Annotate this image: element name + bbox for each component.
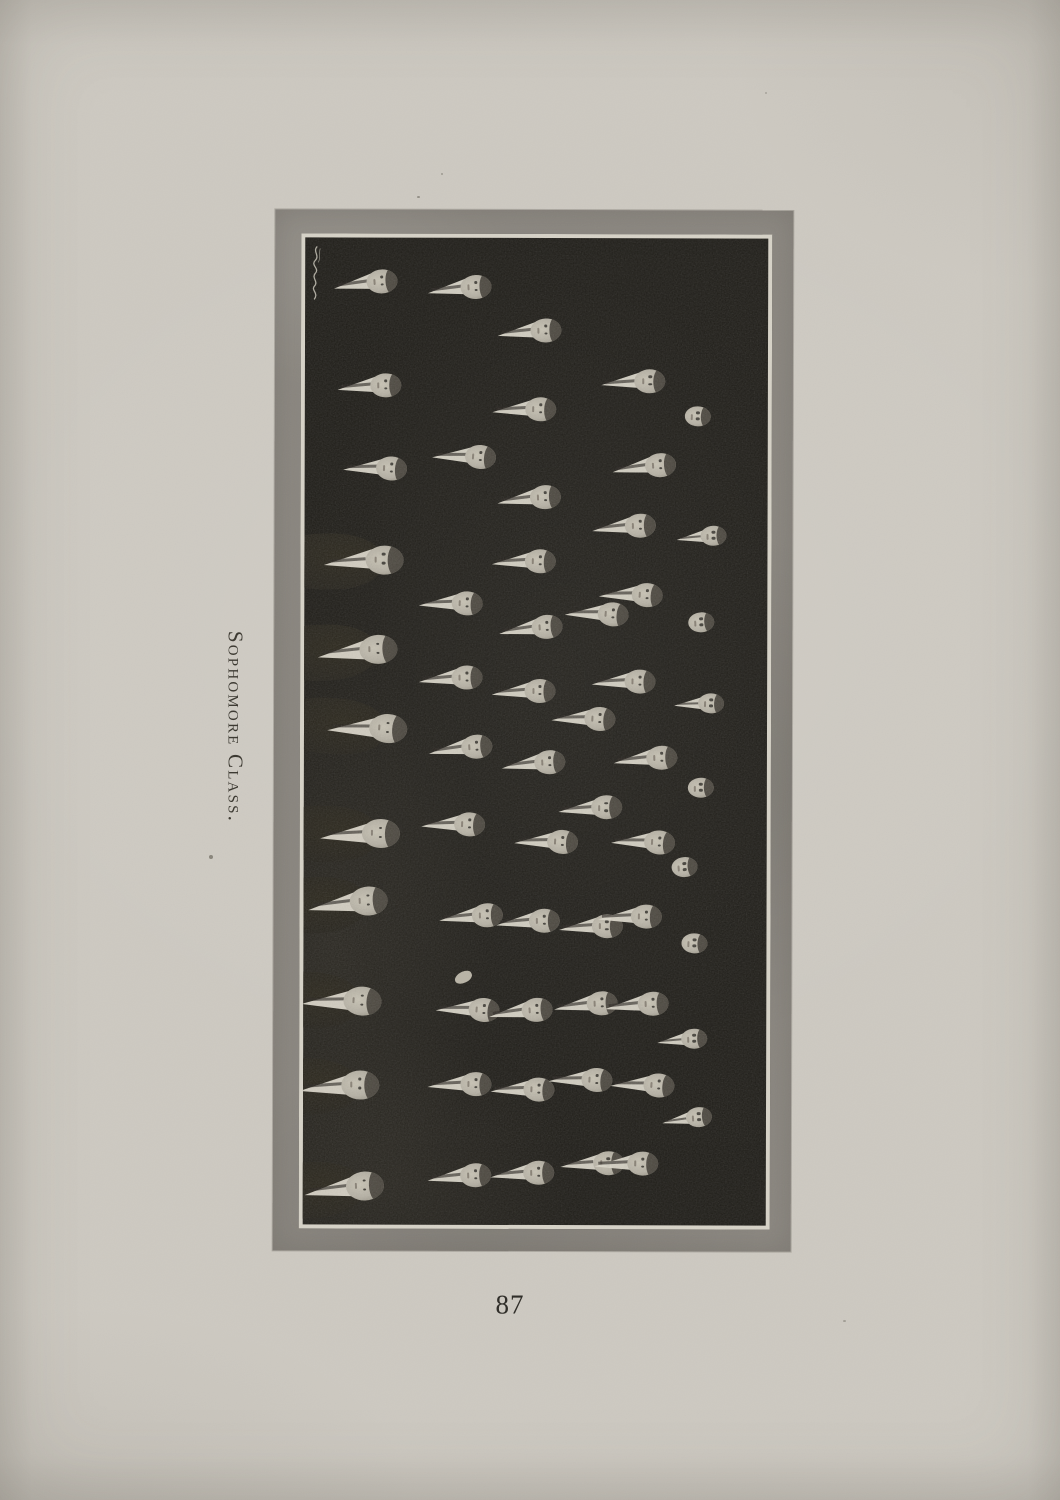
person-face	[496, 483, 561, 512]
person-face	[610, 826, 676, 857]
person-face	[303, 1170, 384, 1206]
person-face	[427, 1161, 492, 1189]
person-face	[647, 856, 698, 880]
person-face	[613, 744, 678, 772]
person-face	[664, 612, 715, 635]
person-face	[498, 613, 564, 643]
person-face	[323, 544, 403, 576]
person-face	[427, 1070, 492, 1097]
person-face	[501, 749, 566, 778]
paper-speck	[417, 196, 420, 198]
person-face	[591, 668, 656, 695]
photo-mount-frame	[273, 209, 794, 1251]
person-face	[299, 1069, 379, 1101]
person-face	[605, 990, 670, 1018]
person-face	[609, 1069, 675, 1100]
person-face	[492, 547, 557, 574]
person-face	[497, 317, 562, 345]
person-face	[657, 932, 708, 955]
person-face	[492, 395, 557, 422]
person-face	[662, 1107, 713, 1131]
photo-caption: Sophomore Class.	[223, 630, 248, 824]
person-face	[317, 633, 398, 668]
paper-speck	[765, 92, 767, 94]
person-face	[657, 1029, 707, 1051]
person-face	[513, 826, 578, 855]
person-face	[677, 526, 727, 548]
person-face	[591, 512, 656, 540]
person-face	[558, 795, 622, 821]
person-face	[421, 810, 486, 838]
person-face	[551, 703, 616, 732]
person-face	[660, 405, 711, 428]
class-photograph	[299, 233, 773, 1229]
person-face	[611, 451, 677, 481]
person-face	[547, 1064, 612, 1093]
person-face	[564, 598, 630, 629]
person-face	[326, 708, 408, 746]
paper-speck	[843, 1320, 846, 1322]
person-face	[300, 982, 382, 1018]
person-face	[597, 903, 662, 930]
person-face	[427, 274, 492, 303]
person-face	[674, 692, 725, 715]
person-face	[307, 885, 388, 921]
person-face	[338, 372, 402, 399]
person-face	[602, 368, 666, 394]
paper-speck	[441, 173, 443, 175]
hand-highlight	[453, 969, 474, 987]
person-face	[492, 678, 556, 704]
person-face	[333, 268, 399, 298]
photographer-signature-icon	[308, 244, 324, 302]
person-face	[664, 777, 714, 799]
paper-speck	[209, 855, 213, 859]
person-face	[439, 902, 504, 930]
page-number: 87	[495, 1289, 525, 1320]
person-face	[490, 1159, 554, 1186]
person-face	[342, 453, 407, 482]
person-face	[428, 733, 494, 763]
person-face	[432, 441, 498, 472]
person-face	[319, 817, 400, 851]
person-face	[594, 1149, 659, 1176]
person-face	[419, 664, 483, 691]
person-face	[495, 908, 559, 935]
person-face	[419, 589, 484, 617]
group-of-faces	[305, 237, 768, 238]
person-face	[488, 996, 554, 1026]
person-face	[490, 1075, 555, 1103]
